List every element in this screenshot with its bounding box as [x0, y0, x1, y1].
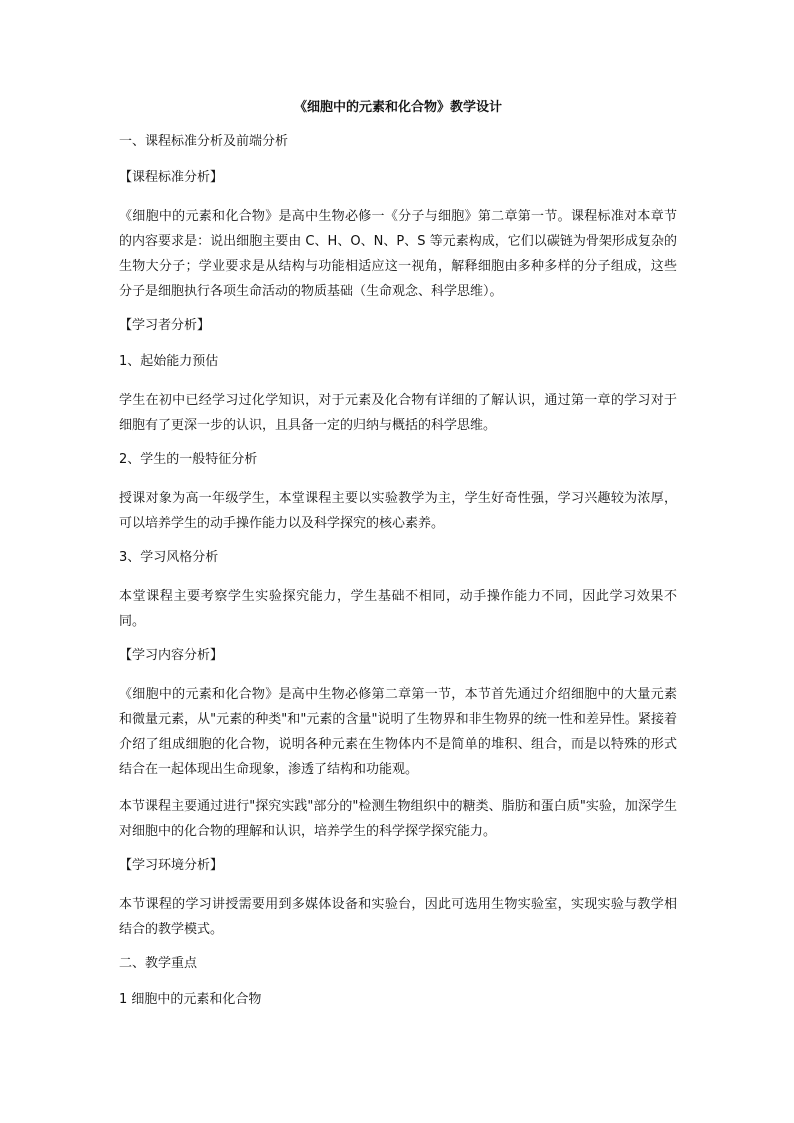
- section-heading-key-points: 二、教学重点: [119, 956, 198, 971]
- document-title: 《细胞中的元素和化合物》教学设计: [293, 100, 502, 115]
- content-paragraph-1: 《细胞中的元素和化合物》是高中生物必修第二章第一节，本节首先通过介绍细胞中的大量元素和微量元素，从"元素的种类"和"元素的含量"说明了生物界和非生物界的统一性和差异性。紧接着介绍了组成细胞的化合物，说明各种元素在生物体内不是简单的堆积、组合，而是以特殊的形式结合在一起体现出生命现象，渗透了结构和功能观。: [119, 687, 677, 777]
- environment-heading: 【学习环境分析】: [119, 858, 224, 873]
- section-heading-analysis: 一、课程标准分析及前端分析: [119, 134, 289, 149]
- content-heading: 【学习内容分析】: [119, 648, 224, 663]
- curriculum-heading: 【课程标准分析】: [119, 170, 224, 185]
- curriculum-paragraph: 《细胞中的元素和化合物》是高中生物必修一《分子与细胞》第二章第一节。课程标准对本章节的内容要求是：说出细胞主要由 C、H、O、N、P、S 等元素构成，它们以碳链为骨架形成复杂的生物大分子；学业要求是从结构与功能相适应这一视角，解释细胞由多种多样的分子组成，这些分子是细胞执行各项生命活动的物质基础（生命观念、科学思维）。: [119, 209, 677, 299]
- learner-paragraph-ability: 学生在初中已经学习过化学知识，对于元素及化合物有详细的了解认识，通过第一章的学习对于细胞有了更深一步的认识，且具备一定的归纳与概括的科学思维。: [119, 393, 677, 433]
- document-page: [119, 98, 677, 1026]
- learner-subheading-ability: 1、起始能力预估: [119, 354, 219, 369]
- learner-paragraph-style: 本堂课程主要考察学生实验探究能力，学生基础不相同，动手操作能力不同，因此学习效果不同。: [119, 589, 677, 629]
- learner-paragraph-characteristics: 授课对象为高一年级学生，本堂课程主要以实验教学为主，学生好奇性强，学习兴趣较为浓厚，可以培养学生的动手操作能力以及科学探究的核心素养。: [119, 491, 677, 531]
- environment-paragraph: 本节课程的学习讲授需要用到多媒体设备和实验台，因此可选用生物实验室，实现实验与教学相结合的教学模式。: [119, 897, 677, 937]
- learner-subheading-style: 3、学习风格分析: [119, 550, 219, 565]
- key-point-item: 1 细胞中的元素和化合物: [119, 992, 262, 1007]
- content-paragraph-2: 本节课程主要通过进行"探究实践"部分的"检测生物组织中的糖类、脂肪和蛋白质"实验，加深学生对细胞中的化合物的理解和认识，培养学生的科学探学探究能力。: [119, 799, 677, 839]
- learner-subheading-characteristics: 2、学生的一般特征分析: [119, 452, 258, 467]
- learner-heading: 【学习者分析】: [119, 318, 211, 333]
